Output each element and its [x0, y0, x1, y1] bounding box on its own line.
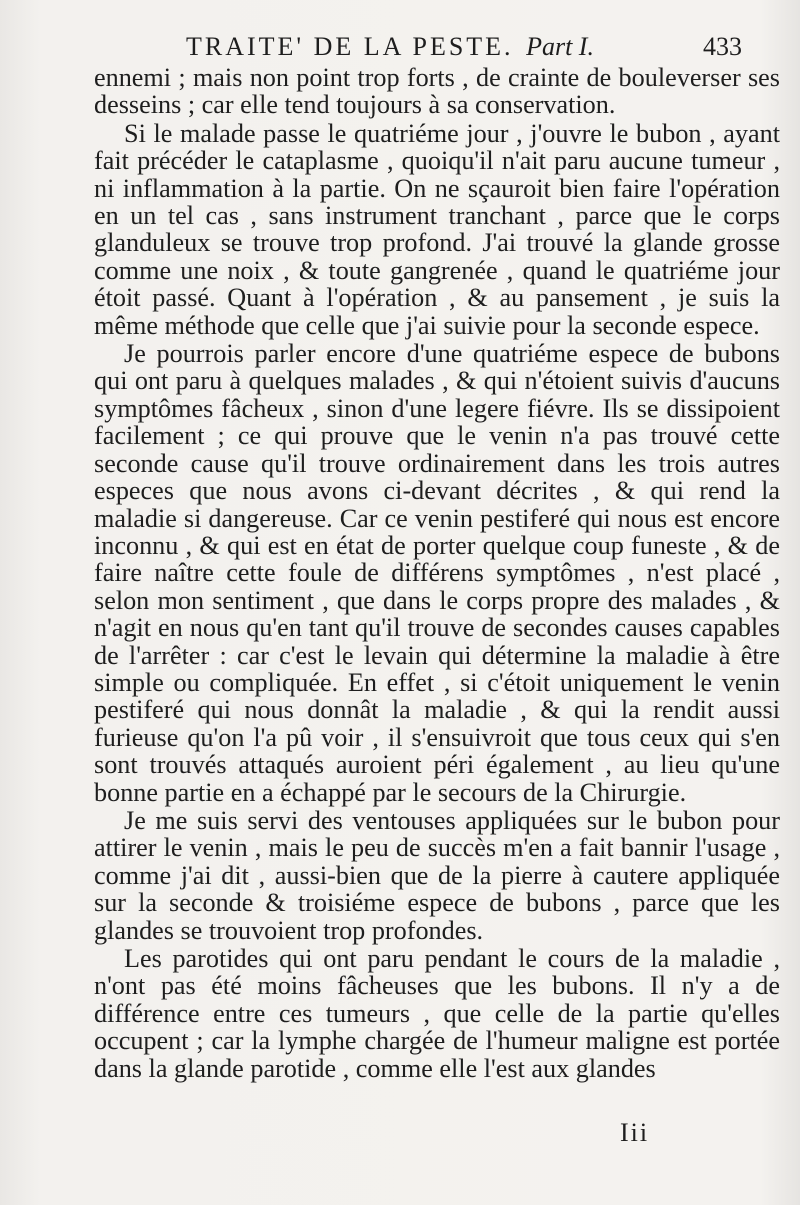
- running-head: [186, 32, 746, 66]
- signature-mark: Iii: [620, 1118, 650, 1147]
- body-text: [94, 64, 780, 1082]
- running-title: TRAITE' DE LA PESTE.: [186, 32, 514, 61]
- paragraph: Les parotides qui ont paru pendant le cours de la maladie , n'ont pas été moins fâcheuses que les bubons. Il n'y a de différence entre ces tumeurs , que celle de la partie qu'elles occupent ; car la lymphe chargée de l'humeur maligne est portée dans la glande parotide , comme elle l'est aux glandes: [94, 944, 780, 1083]
- paragraph: Si le malade passe le quatriéme jour , j'ouvre le bubon , ayant fait précéder le cataplasme , quoiqu'il n'ait paru aucune tumeur , ni inflammation à la partie. On ne sçauroit bien faire l'opération en un tel cas , sans instrument tranchant , parce que le corps glanduleux se trouve trop profond. J'ai trouvé la glande grosse comme une noix , & toute gangrenée , quand le quatriéme jour étoit passé. Quant à l'opération , & au pansement , je suis la même méthode que celle que j'ai suivie pour la seconde espece.: [94, 118, 780, 340]
- paragraph: ennemi ; mais non point trop forts , de crainte de bouleverser ses desseins ; car elle tend toujours à sa conservation.: [94, 63, 780, 120]
- paragraph: Je pourrois parler encore d'une quatriéme espece de bubons qui ont paru à quelques malades , & qui n'étoient suivis d'aucuns symptômes fâcheux , sinon d'une legere fiévre. Ils se dissipoient facilement ; ce qui prouve que le venin n'a pas trouvé cette seconde cause qu'il trouve ordinairement dans les trois autres especes que nous avons ci-devant décrites , & qui rend la maladie si dangereuse. Car ce venin pestiferé qui nous est encore inconnu , & qui est en état de porter quelque coup funeste , & de faire naître cette foule de différens symptômes , n'est placé , selon mon sentiment , que dans le corps propre des malades , & n'agit en nous qu'en tant qu'il trouve de secondes causes capables de l'arrêter : car c'est le levain qui détermine la maladie à être simple ou compliquée. En effet , si c'étoit uniquement le venin pestiferé qui nous donnât la maladie , & qui la rendit aussi furieuse qu'on l'a pû voir , il s'ensuivroit que tous ceux qui s'en sont trouvés attaqués auroient péri également , au lieu qu'une bonne partie en a échappé par le secours de la Chirurgie.: [94, 339, 780, 807]
- paragraph: Je me suis servi des ventouses appliquées sur le bubon pour attirer le venin , mais le peu de succès m'en a fait bannir l'usage , comme j'ai dit , aussi-bien que de la pierre à cautere appliquée sur la seconde & troisiéme espece de bubons , parce que les glandes se trouvoient trop profondes.: [94, 805, 780, 945]
- part-label: Part I.: [526, 32, 594, 61]
- page-number: 433: [703, 32, 742, 61]
